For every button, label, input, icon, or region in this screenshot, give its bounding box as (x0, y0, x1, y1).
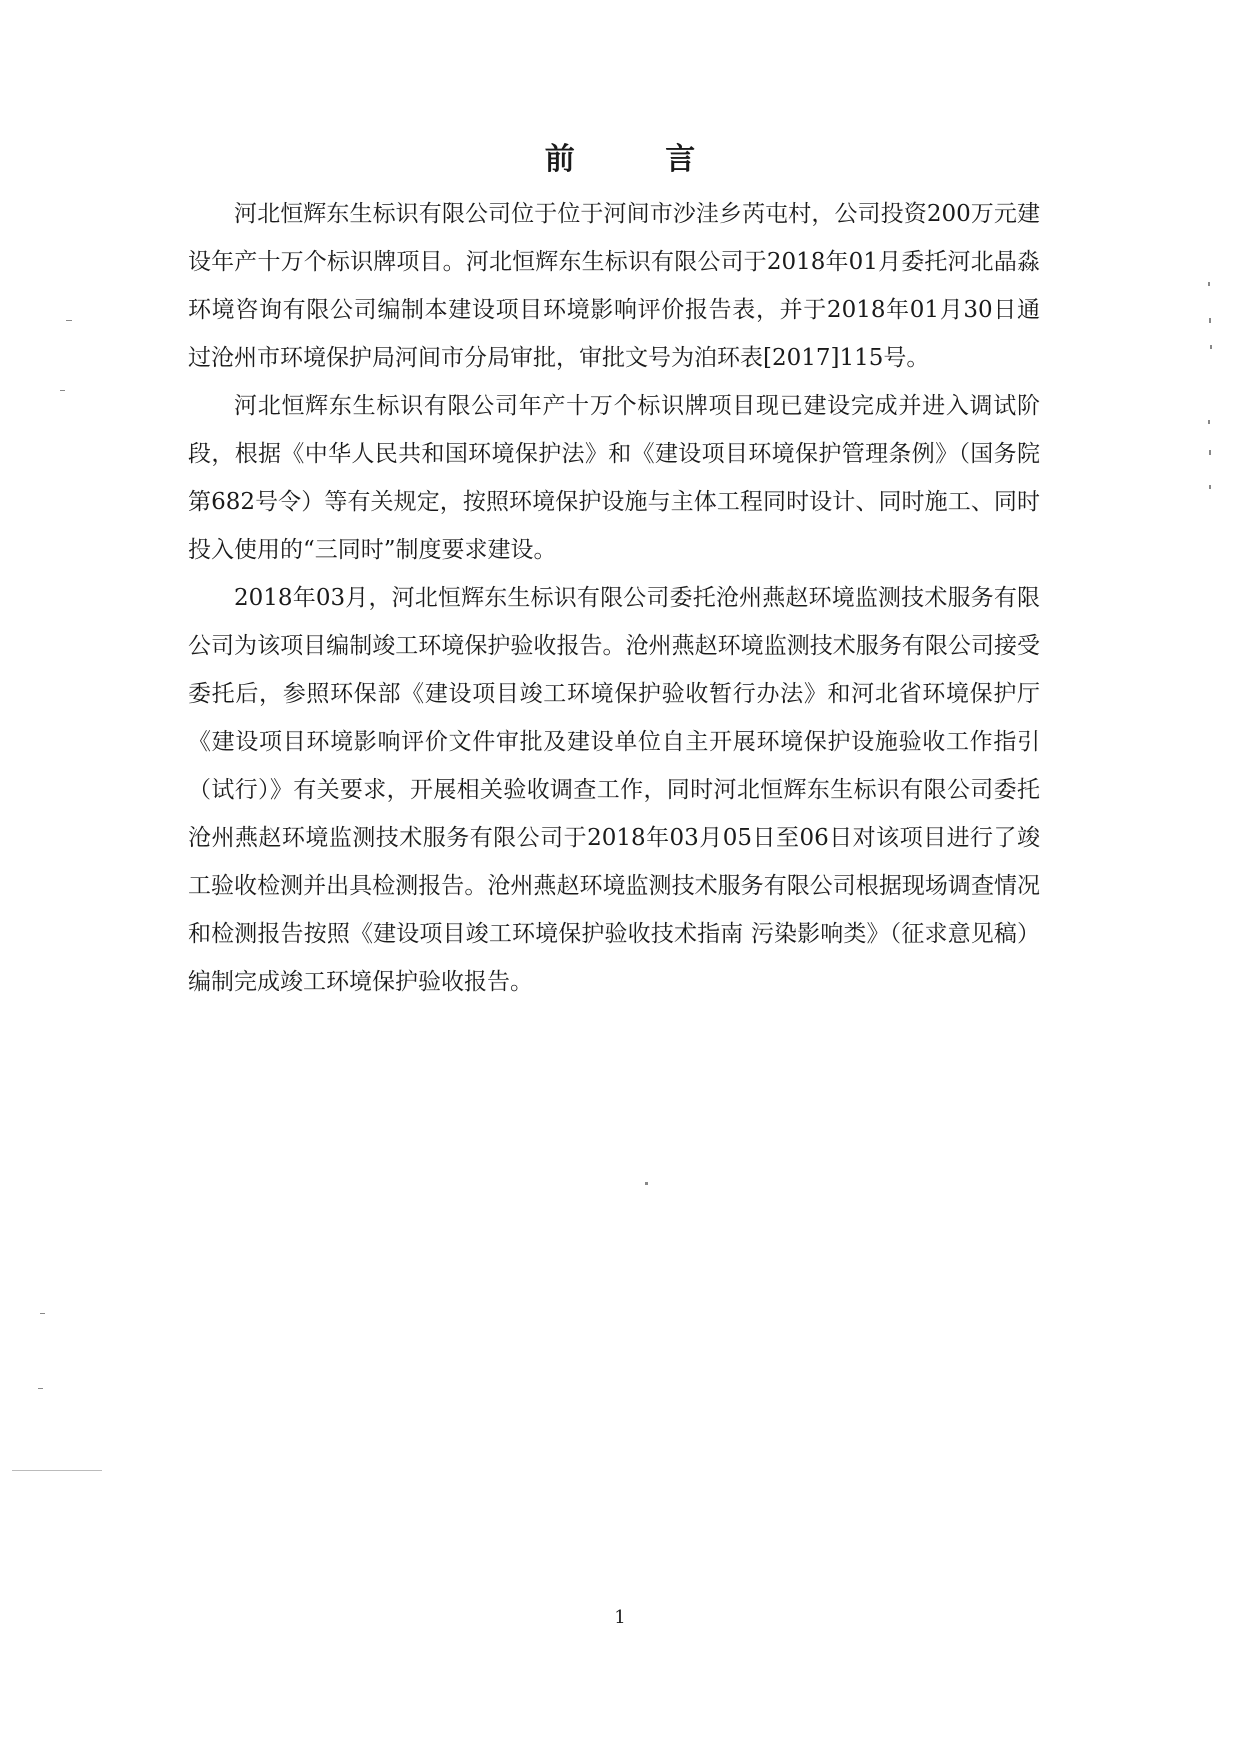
paragraph-acceptance-process: 2018年03月，河北恒辉东生标识有限公司委托沧州燕赵环境监测技术服务有限公司为该项目编制竣工环境保护验收报告。沧州燕赵环境监测技术服务有限公司接受委托后，参照环保部《建设项目竣工环境保护验收暂行办法》和河北省环境保护厅《建设项目环境影响评价文件审批及建设单位自主开展环境保护设施验收工作指引（试行）》有关要求，开展相关验收调查工作，同时河北恒辉东生标识有限公司委托沧州燕赵环境监测技术服务有限公司于2018年03月05日至06日对该项目进行了竣工验收检测并出具检测报告。沧州燕赵环境监测技术服务有限公司根据现场调查情况和检测报告按照《建设项目竣工环境保护验收技术指南 污染影响类》（征求意见稿）编制完成竣工环境保护验收报告。 (188, 585, 1040, 995)
scan-artifact (1209, 485, 1211, 489)
scan-artifact (1208, 282, 1210, 286)
page-number: 1 (614, 1607, 626, 1628)
body-text (188, 190, 1040, 1006)
scan-artifact (40, 1313, 45, 1314)
paragraph-project-overview: 河北恒辉东生标识有限公司位于位于河间市沙洼乡芮屯村，公司投资200万元建设年产十万个标识牌项目。河北恒辉东生标识有限公司于2018年01月委托河北晶淼环境咨询有限公司编制本建设项目环境影响评价报告表，并于2018年01月30日通过沧州市环境保护局河间市分局审批，审批文号为泊环表[2017]115号。 (188, 201, 1040, 371)
scan-artifact (12, 1470, 102, 1471)
paragraph-regulatory-basis: 河北恒辉东生标识有限公司年产十万个标识牌项目现已建设完成并进入调试阶段，根据《中华人民共和国环境保护法》和《建设项目环境保护管理条例》（国务院第682号令）等有关规定，按照环境保护设施与主体工程同时设计、同时施工、同时投入使用的“三同时”制度要求建设。 (188, 393, 1040, 563)
scan-artifact (38, 1388, 43, 1389)
scan-artifact (1210, 345, 1212, 349)
scan-artifact (1208, 420, 1210, 424)
scan-artifact (66, 320, 72, 321)
page-title: 前 言 (544, 142, 736, 177)
scan-artifact (645, 1182, 648, 1185)
scan-artifact (60, 390, 65, 391)
scan-artifact (1209, 318, 1211, 323)
scan-artifact (1209, 450, 1211, 455)
